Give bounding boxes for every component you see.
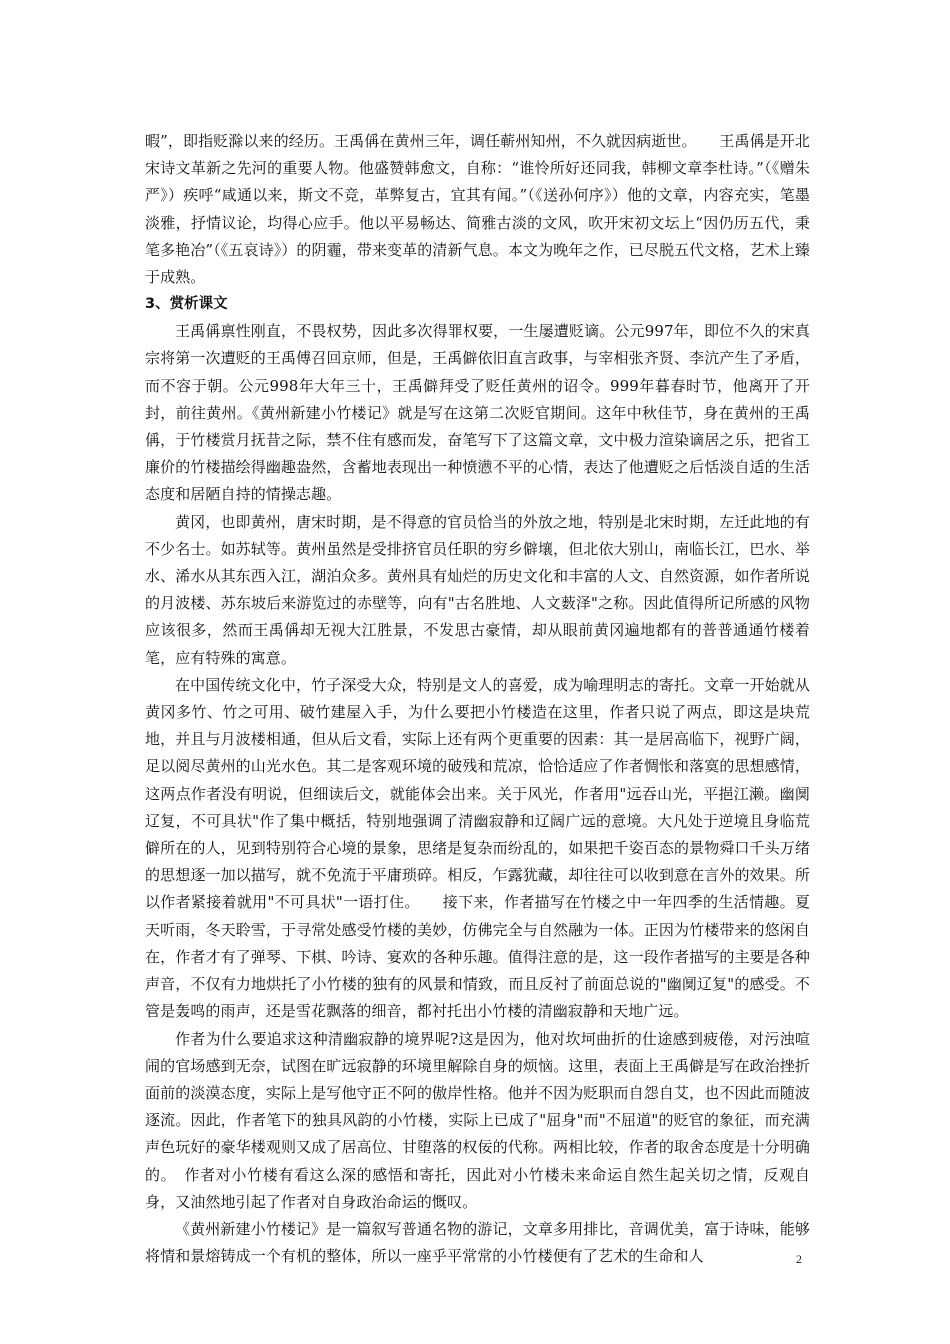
- document-body: [145, 128, 810, 1270]
- paragraph-bamboo-culture: 在中国传统文化中，竹子深受大众，特别是文人的喜爱，成为喻理明志的寄托。文章一开始就从黄冈多竹、竹之可用、破竹建屋入手，为什么要把小竹楼造在这里，作者只说了两点，即这是块荒地，并且与月波楼相通，但从后文看，实际上还有两个更重要的因素：其一是居高临下，视野广阔，足以阅尽黄州的山光水色。其二是客观环境的破残和荒凉，恰恰适应了作者惆怅和落寞的思想感情，这两点作者没有明说，但细读后文，就能体会出来。关于风光，作者用"远吞山光，平挹江濑。幽阒辽复，不可具状"作了集中概括，特别地强调了清幽寂静和辽阔广远的意境。大凡处于逆境且身临荒僻所在的人，见到特别符合心境的景象，思绪是复杂而纷乱的，如果把千姿百态的景物舜口千头万绪的思想逐一加以描写，就不免流于平庸琐碎。相反，乍露犹藏，却往往可以收到意在言外的效果。所以作者紧接着就用"不可具状"一语打住。 接下来，作者描写在竹楼之中一年四季的生活情趣。夏天听雨，冬天聆雪，于寻常处感受竹楼的美妙，仿佛完全与自然融为一体。正因为竹楼带来的悠闲自在，作者才有了弹琴、下棋、吟诗、宴欢的各种乐趣。值得注意的是，这一段作者描写的主要是各种声音，不仅有力地烘托了小竹楼的独有的风景和情致，而且反衬了前面总说的"幽阒辽复"的感受。不管是轰鸣的雨声，还是雪花飘落的细音，都衬托出小竹楼的清幽寂静和天地广远。: [145, 675, 810, 1021]
- page-number: 2: [796, 1252, 802, 1266]
- paragraph-huanggang: 黄冈，也即黄州，唐宋时期，是不得意的官员恰当的外放之地，特别是北宋时期，左迁此地的有不少名士。如苏轼等。黄州虽然是受排挤官员任职的穷乡僻壤，但北依大别山，南临长江，巴水、举水、浠水从其东西入江，湖泊众多。黄州具有灿烂的历史文化和丰富的人文、自然资源，如作者所说的月波楼、苏东坡后来游览过的赤壁等，向有"古名胜地、人文薮泽"之称。因此值得所记所感的风物应该很多，然而王禹偁却无视大江胜景，不发思古豪情，却从眼前黄冈遍地都有的普普通通竹楼着笔，应有特殊的寓意。: [145, 512, 810, 667]
- paragraph-background: 王禹偁禀性刚直，不畏权势，因此多次得罪权要，一生屡遭贬谪。公元997年，即位不久的宋真宗将第一次遭贬的王禹傅召回京师，但是，王禹僻依旧直言政事，与宰相张齐贤、李沆产生了矛盾，而不容于朝。公元998年大年三十，王禹僻拜受了贬任黄州的诏令。999年暮春时节，他离开了开封，前往黄州。《黄州新建小竹楼记》就是写在这第二次贬官期间。这年中秋佳节，身在黄州的王禹偁，于竹楼赏月抚昔之际，禁不住有感而发，奋笔写下了这篇文章，文中极力渲染谪居之乐，把省工廉价的竹楼描绘得幽趣盎然，含蓄地表现出一种愤懑不平的心情，表达了他遭贬之后恬淡自适的生活态度和居陋自持的情操志趣。: [145, 322, 810, 504]
- paragraph-conclusion: 《黄州新建小竹楼记》是一篇叙写普通名物的游记，文章多用排比，音调优美，富于诗味，能够将情和景熔铸成一个有机的整体，所以一座乎平常常的小竹楼便有了艺术的生命和人: [145, 1219, 810, 1266]
- paragraph-author-intro: 暇”，即指贬滁以来的经历。王禹偁在黄州三年，调任蕲州知州，不久就因病逝世。 王禹偁是开北宋诗文革新之先河的重要人物。他盛赞韩愈文，自称：“谁怜所好还同我，韩柳文章李杜诗。”（《赠朱严》）疾呼“咸通以来，斯文不竞，革弊复古，宜其有闻。”（《送孙何序》）他的文章，内容充实，笔墨淡雅，抒情议论，均得心应手。他以平易畅达、简雅古淡的文风，吹开宋初文坛上“因仍历五代，秉笔多艳冶”（《五哀诗》）的阴霾，带来变革的清新气息。本文为晚年之作，已尽脱五代文格，艺术上臻于成熟。: [145, 132, 810, 287]
- section-heading: 3、赏析课文: [145, 296, 228, 313]
- paragraph-quiet-realm: 作者为什么要追求这种清幽寂静的境界呢?这是因为，他对坎坷曲折的仕途感到疲倦，对污浊喧闹的官场感到无奈，试图在旷远寂静的环境里解除自身的烦恼。这里，表面上王禹僻是写在政治挫折面前的淡漠态度，实际上是写他守正不阿的傲岸性格。他并不因为贬职而自怨自艾，也不因此而随波逐流。因此，作者笔下的独具风韵的小竹楼，实际上已成了"屈身"而"不屈道"的贬官的象征，而充满声色玩好的豪华楼观则又成了居高位、甘堕落的权佞的代称。两相比较，作者的取舍态度是十分明确的。 作者对小竹楼有看这么深的感悟和寄托，因此对小竹楼未来命运自然生起关切之情，反观自身，又油然地引起了作者对自身政治命运的慨叹。: [145, 1029, 810, 1211]
